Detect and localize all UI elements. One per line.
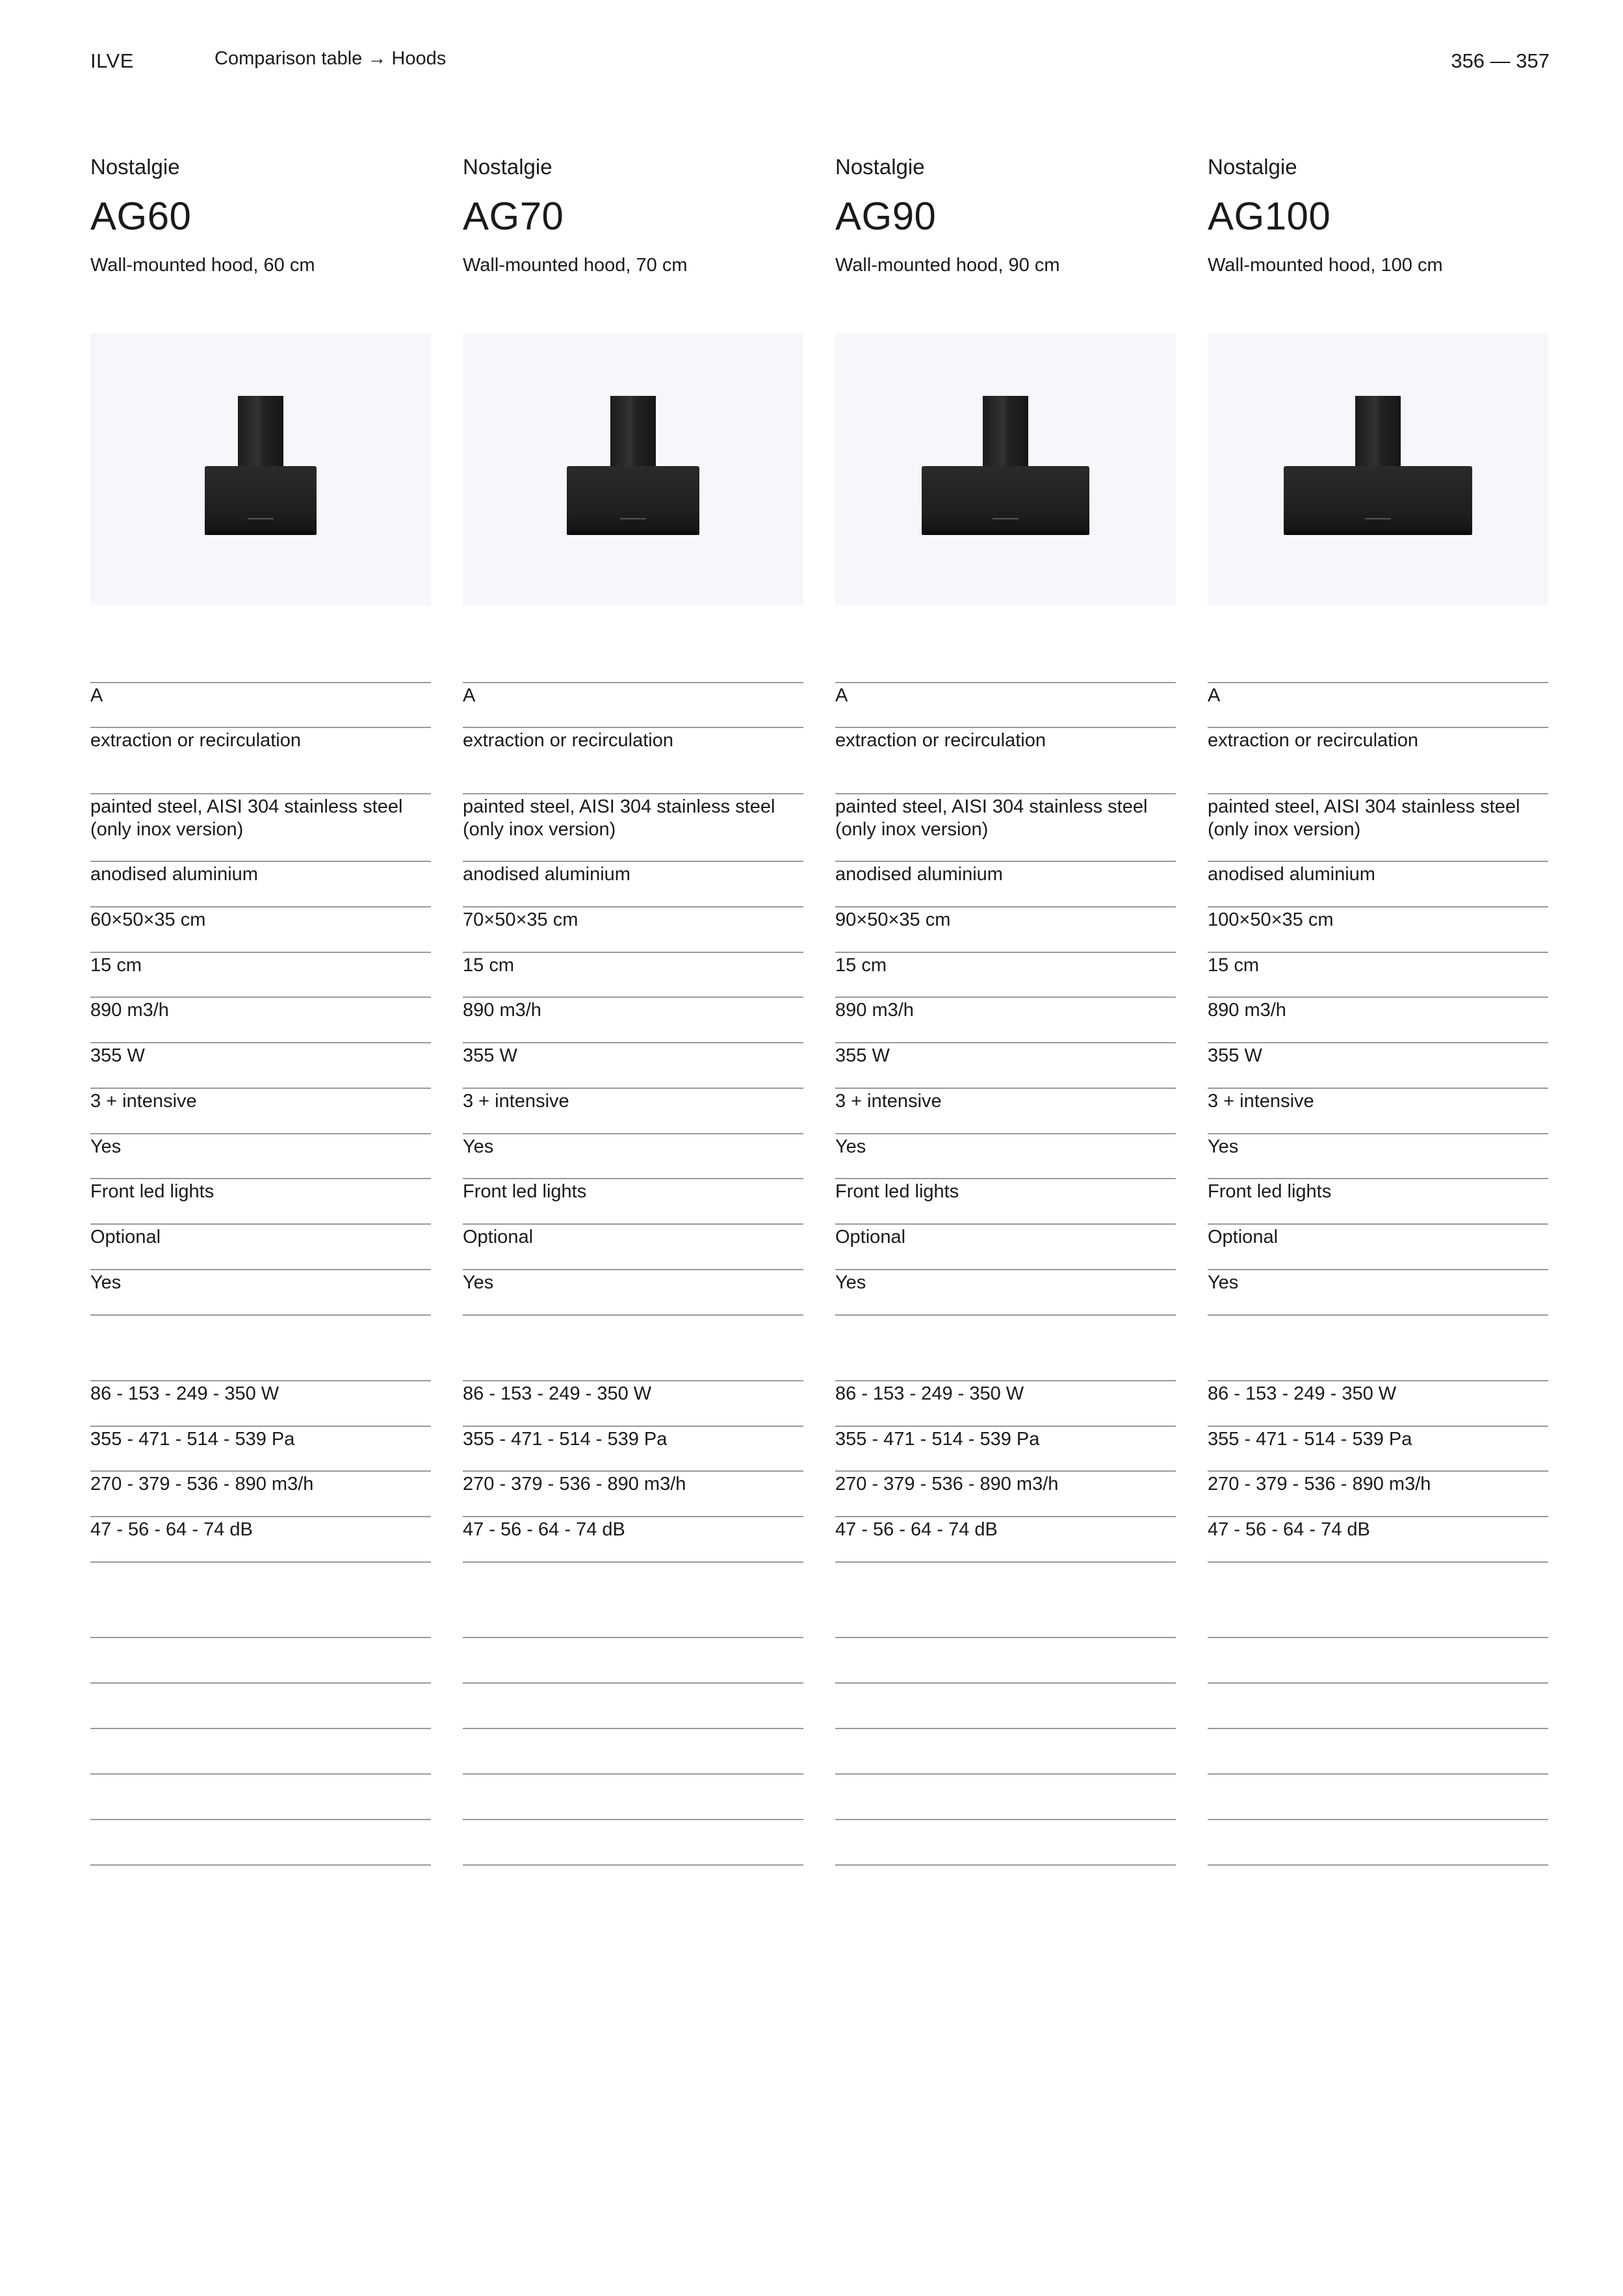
row-divider <box>90 1682 431 1684</box>
spec-value: 890 m3/h <box>1208 1000 1286 1021</box>
spec-value: Optional <box>463 1227 534 1247</box>
product-image <box>835 333 1176 605</box>
spec-value: Yes <box>1208 1136 1239 1157</box>
row-divider <box>1208 682 1548 683</box>
row-divider <box>463 1637 803 1638</box>
spec-value: 355 W <box>835 1045 890 1066</box>
product-model: AG70 <box>463 194 564 238</box>
row-divider <box>835 727 1176 728</box>
spec-value: 15 cm <box>90 955 142 976</box>
row-divider <box>90 906 431 907</box>
breadcrumb[interactable]: Comparison table → Hoods <box>214 48 447 69</box>
row-divider <box>463 906 803 907</box>
row-divider <box>90 1773 431 1775</box>
spec-value: 60×50×35 cm <box>90 909 206 930</box>
row-divider <box>463 1426 803 1427</box>
performance-value: 270 - 379 - 536 - 890 m3/h <box>90 1474 314 1494</box>
row-divider <box>1208 1864 1548 1866</box>
row-divider <box>835 1042 1176 1043</box>
row-divider <box>835 861 1176 862</box>
row-divider <box>835 1728 1176 1729</box>
row-divider <box>835 1637 1176 1638</box>
row-divider <box>1208 1133 1548 1134</box>
row-divider <box>463 1773 803 1775</box>
spec-value: Optional <box>1208 1227 1279 1247</box>
hood-illustration <box>205 396 317 535</box>
spec-value: Front led lights <box>90 1181 214 1202</box>
spec-value: painted steel, AISI 304 stainless steel (only inox version) <box>1208 796 1520 840</box>
product-description: Wall-mounted hood, 90 cm <box>835 255 1060 276</box>
hood-illustration <box>567 396 699 535</box>
spec-value: 15 cm <box>463 955 514 976</box>
row-divider <box>1208 1637 1548 1638</box>
row-divider <box>835 1516 1176 1517</box>
row-divider <box>463 1314 803 1316</box>
spec-value: Optional <box>90 1227 161 1247</box>
product-family: Nostalgie <box>463 155 552 179</box>
product-image <box>1208 333 1548 605</box>
row-divider <box>1208 997 1548 998</box>
row-divider <box>835 1133 1176 1134</box>
row-divider <box>463 682 803 683</box>
performance-value: 47 - 56 - 64 - 74 dB <box>463 1519 625 1540</box>
product-image <box>90 333 431 605</box>
row-divider <box>463 1819 803 1820</box>
row-divider <box>463 952 803 953</box>
row-divider <box>90 1380 431 1381</box>
spec-value: 890 m3/h <box>90 1000 169 1021</box>
performance-value: 355 - 471 - 514 - 539 Pa <box>835 1429 1040 1450</box>
spec-value: 890 m3/h <box>463 1000 541 1021</box>
page-numbers: 356 — 357 <box>1451 49 1550 72</box>
row-divider <box>1208 1269 1548 1270</box>
row-divider <box>1208 1380 1548 1381</box>
hood-illustration <box>1284 396 1472 535</box>
row-divider <box>463 727 803 728</box>
row-divider <box>90 1637 431 1638</box>
spec-value: anodised aluminium <box>463 864 630 885</box>
row-divider <box>90 793 431 794</box>
product-image <box>463 333 803 605</box>
spec-value: extraction or recirculation <box>463 730 673 751</box>
row-divider <box>90 1819 431 1820</box>
row-divider <box>463 1269 803 1270</box>
row-divider <box>835 1561 1176 1563</box>
product-column-ag100 <box>1208 0 1548 2296</box>
row-divider <box>90 1728 431 1729</box>
brand-logo: ILVE <box>90 49 134 72</box>
product-model: AG100 <box>1208 194 1331 238</box>
performance-value: 270 - 379 - 536 - 890 m3/h <box>835 1474 1059 1494</box>
row-divider <box>835 1773 1176 1775</box>
row-divider <box>90 1516 431 1517</box>
product-column-ag90 <box>835 0 1176 2296</box>
row-divider <box>1208 861 1548 862</box>
row-divider <box>90 1088 431 1089</box>
spec-value: Optional <box>835 1227 906 1247</box>
row-divider <box>1208 1682 1548 1684</box>
row-divider <box>463 1864 803 1866</box>
row-divider <box>835 682 1176 683</box>
row-divider <box>463 1178 803 1179</box>
product-model: AG60 <box>90 194 192 238</box>
spec-value: extraction or recirculation <box>90 730 301 751</box>
performance-value: 355 - 471 - 514 - 539 Pa <box>463 1429 668 1450</box>
spec-value: Yes <box>90 1272 122 1293</box>
performance-value: 86 - 153 - 249 - 350 W <box>463 1383 652 1404</box>
row-divider <box>90 1178 431 1179</box>
row-divider <box>1208 1561 1548 1563</box>
row-divider <box>90 682 431 683</box>
spec-value: 890 m3/h <box>835 1000 914 1021</box>
row-divider <box>90 1269 431 1270</box>
row-divider <box>463 997 803 998</box>
row-divider <box>1208 1470 1548 1472</box>
row-divider <box>463 1682 803 1684</box>
spec-value: 100×50×35 cm <box>1208 909 1334 930</box>
spec-value: 70×50×35 cm <box>463 909 578 930</box>
row-divider <box>1208 727 1548 728</box>
performance-value: 86 - 153 - 249 - 350 W <box>835 1383 1024 1404</box>
spec-value: extraction or recirculation <box>835 730 1046 751</box>
performance-value: 355 - 471 - 514 - 539 Pa <box>1208 1429 1412 1450</box>
row-divider <box>1208 1728 1548 1729</box>
spec-value: Front led lights <box>835 1181 959 1202</box>
row-divider <box>463 1470 803 1472</box>
row-divider <box>835 793 1176 794</box>
row-divider <box>90 727 431 728</box>
spec-value: anodised aluminium <box>835 864 1003 885</box>
spec-value: 355 W <box>463 1045 517 1066</box>
row-divider <box>835 1269 1176 1270</box>
spec-value: Front led lights <box>1208 1181 1332 1202</box>
spec-value: Yes <box>835 1136 866 1157</box>
performance-value: 86 - 153 - 249 - 350 W <box>1208 1383 1397 1404</box>
spec-value: painted steel, AISI 304 stainless steel (only inox version) <box>90 796 403 840</box>
row-divider <box>1208 1819 1548 1820</box>
row-divider <box>835 1426 1176 1427</box>
row-divider <box>1208 1516 1548 1517</box>
row-divider <box>1208 1426 1548 1427</box>
spec-value: 15 cm <box>1208 955 1259 976</box>
performance-value: 270 - 379 - 536 - 890 m3/h <box>463 1474 686 1494</box>
row-divider <box>463 1380 803 1381</box>
row-divider <box>1208 1223 1548 1225</box>
row-divider <box>835 1088 1176 1089</box>
spec-value: Front led lights <box>463 1181 587 1202</box>
product-description: Wall-mounted hood, 100 cm <box>1208 255 1443 276</box>
spec-value: A <box>463 685 476 706</box>
row-divider <box>835 1223 1176 1225</box>
row-divider <box>90 1314 431 1316</box>
row-divider <box>90 1561 431 1563</box>
spec-value: Yes <box>1208 1272 1239 1293</box>
row-divider <box>90 1133 431 1134</box>
row-divider <box>90 1042 431 1043</box>
row-divider <box>90 1426 431 1427</box>
spec-value: Yes <box>835 1272 866 1293</box>
hood-illustration <box>922 396 1089 535</box>
product-family: Nostalgie <box>90 155 180 179</box>
product-description: Wall-mounted hood, 60 cm <box>90 255 315 276</box>
performance-value: 47 - 56 - 64 - 74 dB <box>90 1519 253 1540</box>
spec-value: 90×50×35 cm <box>835 909 951 930</box>
product-column-ag70 <box>463 0 803 2296</box>
row-divider <box>90 1223 431 1225</box>
row-divider <box>835 1864 1176 1866</box>
spec-value: anodised aluminium <box>90 864 258 885</box>
product-model: AG90 <box>835 194 937 238</box>
row-divider <box>835 1314 1176 1316</box>
spec-value: 355 W <box>90 1045 145 1066</box>
row-divider <box>835 997 1176 998</box>
spec-value: A <box>835 685 848 706</box>
performance-value: 270 - 379 - 536 - 890 m3/h <box>1208 1474 1431 1494</box>
product-family: Nostalgie <box>835 155 925 179</box>
row-divider <box>1208 1314 1548 1316</box>
row-divider <box>90 1470 431 1472</box>
spec-value: A <box>1208 685 1221 706</box>
spec-value: 3 + intensive <box>463 1091 569 1112</box>
performance-value: 47 - 56 - 64 - 74 dB <box>835 1519 998 1540</box>
product-family: Nostalgie <box>1208 155 1297 179</box>
row-divider <box>90 861 431 862</box>
spec-value: Yes <box>90 1136 122 1157</box>
row-divider <box>1208 1178 1548 1179</box>
row-divider <box>463 1133 803 1134</box>
row-divider <box>1208 793 1548 794</box>
row-divider <box>835 1682 1176 1684</box>
spec-value: anodised aluminium <box>1208 864 1375 885</box>
row-divider <box>463 1088 803 1089</box>
row-divider <box>1208 1773 1548 1775</box>
spec-value: 3 + intensive <box>90 1091 197 1112</box>
spec-value: painted steel, AISI 304 stainless steel (only inox version) <box>835 796 1148 840</box>
row-divider <box>1208 1042 1548 1043</box>
product-column-ag60 <box>90 0 431 2296</box>
row-divider <box>835 1380 1176 1381</box>
row-divider <box>835 1178 1176 1179</box>
performance-value: 86 - 153 - 249 - 350 W <box>90 1383 279 1404</box>
performance-value: 355 - 471 - 514 - 539 Pa <box>90 1429 295 1450</box>
spec-value: A <box>90 685 103 706</box>
spec-value: extraction or recirculation <box>1208 730 1418 751</box>
spec-value: 355 W <box>1208 1045 1262 1066</box>
spec-value: 15 cm <box>835 955 887 976</box>
spec-value: 3 + intensive <box>835 1091 942 1112</box>
row-divider <box>463 1042 803 1043</box>
row-divider <box>1208 952 1548 953</box>
row-divider <box>835 1470 1176 1472</box>
row-divider <box>90 952 431 953</box>
row-divider <box>463 1516 803 1517</box>
row-divider <box>90 997 431 998</box>
spec-value: 3 + intensive <box>1208 1091 1314 1112</box>
spec-value: painted steel, AISI 304 stainless steel (only inox version) <box>463 796 775 840</box>
spec-value: Yes <box>463 1272 494 1293</box>
row-divider <box>835 906 1176 907</box>
performance-value: 47 - 56 - 64 - 74 dB <box>1208 1519 1370 1540</box>
row-divider <box>463 861 803 862</box>
row-divider <box>463 1728 803 1729</box>
spec-value: Yes <box>463 1136 494 1157</box>
row-divider <box>835 952 1176 953</box>
row-divider <box>90 1864 431 1866</box>
row-divider <box>835 1819 1176 1820</box>
product-description: Wall-mounted hood, 70 cm <box>463 255 688 276</box>
row-divider <box>463 793 803 794</box>
row-divider <box>463 1561 803 1563</box>
row-divider <box>463 1223 803 1225</box>
row-divider <box>1208 906 1548 907</box>
row-divider <box>1208 1088 1548 1089</box>
